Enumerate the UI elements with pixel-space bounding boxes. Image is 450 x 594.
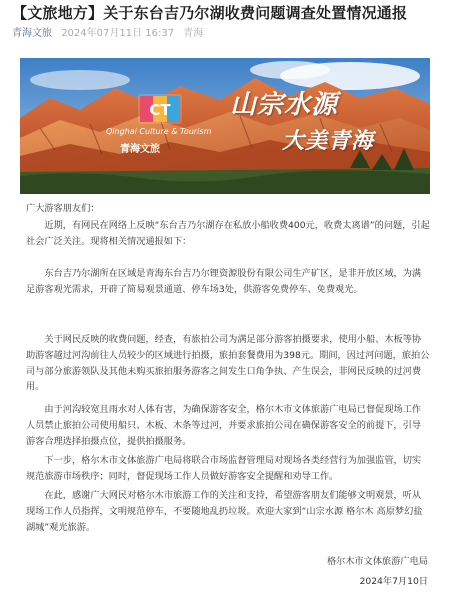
greeting: 广大游客朋友们：	[26, 203, 100, 214]
article-title: 【文旅地方】关于东台吉乃尔湖收费问题调查处置情况通报	[12, 4, 408, 22]
logo-english: Qinghai Culture & Tourism	[106, 127, 212, 136]
paragraph-2: 东台吉乃尔湖所在区域是青海东台吉乃尔锂资源股份有限公司生产矿区，是非开放区域，为满足游客观光需求，开辟了简易观景通道、停车场3处，供游客免费停车、免费观光。	[26, 268, 422, 295]
brand-logo-icon	[138, 94, 182, 124]
paragraph-5: 下一步，格尔木市文体旅游广电局将联合市场监督管理局对现场各类经营行为加强监管，切实规范旅游市场秩序；同时，督促现场工作人员做好游客安全提醒和劝导工作。	[26, 455, 422, 482]
slogan-line-1: 山宗水源	[230, 90, 339, 120]
slogan-line-2: 大美青海	[282, 128, 375, 154]
paragraph-1: 近期，有网民在网络上反映“东台吉乃尔湖存在私放小船收费400元，收费太离谱”的问题，引起社会广泛关注。现将相关情况通报如下：	[26, 220, 430, 247]
article-meta	[12, 27, 203, 40]
paragraph-3: 关于网民反映的收费问题，经查，有旅拍公司为满足部分游客拍摄要求，使用小船、木板等协助游客越过河沟前往人员较少的区域进行拍摄，旅拍套餐费用为398元。期间，因过河问题，旅拍公司与部分旅游领队及其他未购买旅拍服务游客之间发生口角争执、产生误会，非网民反映的过河费用。	[26, 334, 430, 393]
account-link[interactable]: 青海文旅	[12, 28, 52, 39]
paragraph-6: 在此，感谢广大网民对格尔木市旅游工作的关注和支持，希望游客朋友们能够文明观景，听从现场工作人员指挥，文明规范停车，不要随地乱扔垃圾。欢迎大家到“山宗水源 格尔木 高原梦幻盐湖城”观光旅游。	[26, 490, 423, 533]
paragraph-4: 由于河沟较宽且雨水对人体有害，为确保游客安全，格尔木市文体旅游广电局已督促现场工作人员禁止旅拍公司使用船只、木板、木条等过河，并要求旅拍公司在确保游客安全的前提下，引导游客合理选择拍摄点位，提供拍摄服务。	[26, 404, 422, 447]
signature-org: 格尔木市文体旅游广电局	[326, 556, 428, 567]
signature-date: 2024年7月10日	[359, 576, 428, 587]
publish-location: 青海	[183, 28, 204, 39]
banner-image	[20, 58, 430, 194]
logo-chinese: 青海文旅	[120, 144, 160, 155]
publish-date: 2024年07月11日 16:37	[61, 28, 175, 39]
svg-text:CT: CT	[149, 101, 171, 119]
